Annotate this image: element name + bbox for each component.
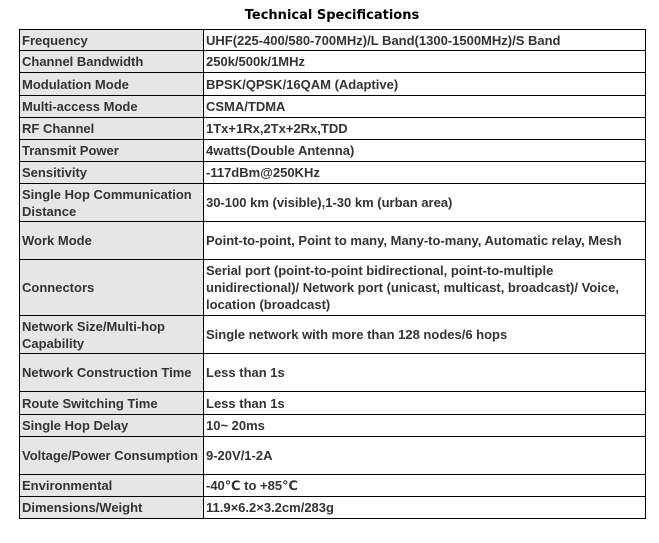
row-value: 1Tx+1Rx,2Tx+2Rx,TDD xyxy=(204,118,646,140)
row-label: Single Hop Delay xyxy=(20,415,204,437)
row-value: UHF(225-400/580-700MHz)/L Band(1300-1500MHz)/S Band xyxy=(204,30,646,51)
table-row xyxy=(20,392,646,415)
table-row xyxy=(20,437,646,475)
row-label: Environmental xyxy=(20,475,204,497)
row-value: Single network with more than 128 nodes/6 hops xyxy=(204,316,646,354)
row-label: Route Switching Time xyxy=(20,392,204,415)
table-row xyxy=(20,73,646,96)
row-label: Single Hop Communication Distance xyxy=(20,184,204,222)
table-row xyxy=(20,184,646,222)
table-row xyxy=(20,316,646,354)
row-label: RF Channel xyxy=(20,118,204,140)
row-value: 30-100 km (visible),1-30 km (urban area) xyxy=(204,184,646,222)
table-row xyxy=(20,354,646,392)
row-value: 9-20V/1-2A xyxy=(204,437,646,475)
table-row xyxy=(20,497,646,519)
row-label: Channel Bandwidth xyxy=(20,51,204,73)
row-value: Less than 1s xyxy=(204,354,646,392)
row-label: Dimensions/Weight xyxy=(20,497,204,519)
table-row xyxy=(20,475,646,497)
table-row xyxy=(20,222,646,260)
table-row xyxy=(20,96,646,118)
row-label: Transmit Power xyxy=(20,140,204,162)
row-value: Less than 1s xyxy=(204,392,646,415)
row-value: -40℃ to +85℃ xyxy=(204,475,646,497)
row-value: -117dBm@250KHz xyxy=(204,162,646,184)
row-label: Work Mode xyxy=(20,222,204,260)
row-label: Connectors xyxy=(20,260,204,316)
row-label: Modulation Mode xyxy=(20,73,204,96)
table-row xyxy=(20,415,646,437)
row-value: Serial port (point-to-point bidirectional, point-to-multiple unidirectional)/ Network port (unicast, multicast, broadcast)/ Voice, location (broadcast) xyxy=(204,260,646,316)
row-value: CSMA/TDMA xyxy=(204,96,646,118)
row-value: 10~ 20ms xyxy=(204,415,646,437)
row-label: Multi-access Mode xyxy=(20,96,204,118)
table-row xyxy=(20,118,646,140)
row-label: Sensitivity xyxy=(20,162,204,184)
table-row xyxy=(20,162,646,184)
row-label: Network Construction Time xyxy=(20,354,204,392)
row-value: Point-to-point, Point to many, Many-to-many, Automatic relay, Mesh xyxy=(204,222,646,260)
table-row xyxy=(20,260,646,316)
table-row xyxy=(20,51,646,73)
row-value: 11.9×6.2×3.2cm/283g xyxy=(204,497,646,519)
row-value: 250k/500k/1MHz xyxy=(204,51,646,73)
page-title: Technical Specifications xyxy=(244,8,420,23)
row-value: 4watts(Double Antenna) xyxy=(204,140,646,162)
table-row xyxy=(20,140,646,162)
row-label: Frequency xyxy=(20,30,204,51)
row-label: Voltage/Power Consumption xyxy=(20,437,204,475)
table-row xyxy=(20,30,646,51)
row-value: BPSK/QPSK/16QAM (Adaptive) xyxy=(204,73,646,96)
specifications-table xyxy=(19,29,646,519)
row-label: Network Size/Multi-hop Capability xyxy=(20,316,204,354)
